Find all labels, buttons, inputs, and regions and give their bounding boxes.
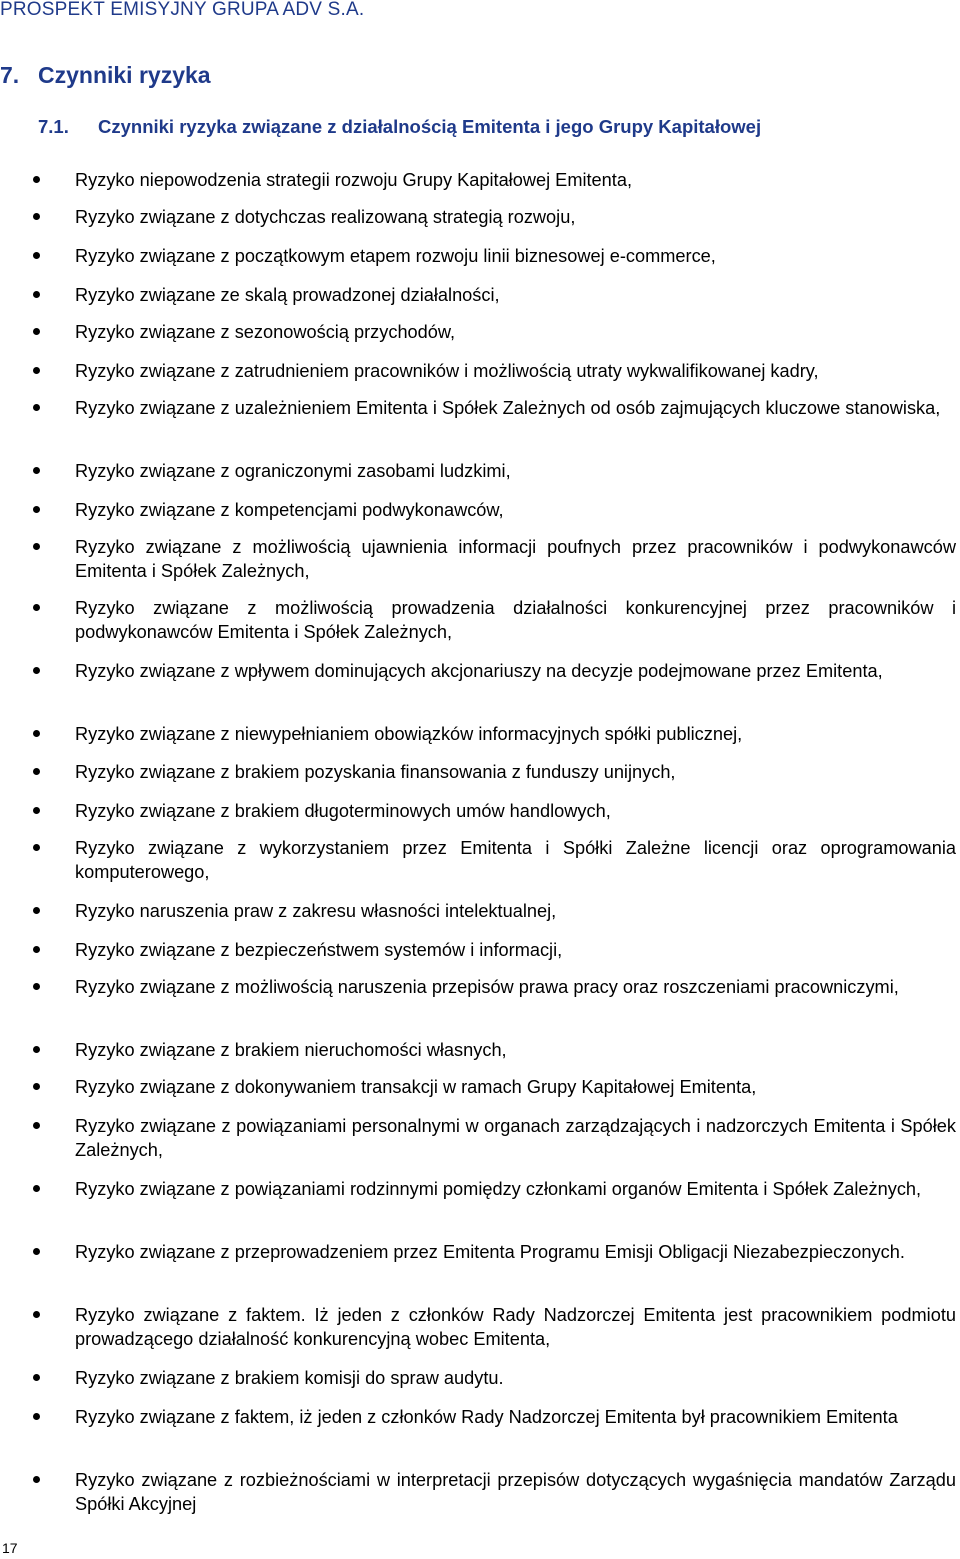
bullet-icon [33,1122,40,1129]
risk-item [75,1114,956,1162]
bullet-icon [33,1476,40,1483]
risk-text: Ryzyko związane z dotychczas realizowaną strategią rozwoju, [75,207,576,227]
risk-text: Ryzyko związane z faktem. Iż jeden z członków Rady Nadzorczej Emitenta jest pracownikiem podmiotu prowadzącego działalność konkurencyjną wobec Emitenta, [75,1305,956,1349]
risk-item [75,498,956,522]
risk-text: Ryzyko związane z faktem, iż jeden z członków Rady Nadzorczej Emitenta był pracownikiem Emitenta [75,1407,898,1427]
bullet-icon [33,604,40,611]
risk-text: Ryzyko związane z uzależnieniem Emitenta i Spółek Zależnych od osób zajmujących kluczowe stanowiska, [75,398,941,418]
bullet-icon [33,983,40,990]
risk-item [75,396,956,420]
risk-text: Ryzyko związane z bezpieczeństwem systemów i informacji, [75,940,563,960]
risk-item [75,459,956,483]
bullet-icon [33,1248,40,1255]
bullet-icon [33,176,40,183]
risk-text: Ryzyko związane z rozbieżnościami w interpretacji przepisów dotyczących wygaśnięcia mandatów Zarządu Spółki Akcyjnej [75,1470,956,1514]
bullet-icon [33,907,40,914]
risk-item [75,1405,956,1429]
bullet-icon [33,1083,40,1090]
risk-item [75,975,956,999]
risk-text: Ryzyko związane ze skalą prowadzonej działalności, [75,285,500,305]
bullet-icon [33,1046,40,1053]
page-number: 17 [2,1540,18,1556]
risk-text: Ryzyko związane z brakiem pozyskania finansowania z funduszy unijnych, [75,762,676,782]
risk-text: Ryzyko związane z możliwością prowadzenia działalności konkurencyjnej przez pracowników i podwykonawców Emitenta i Spółek Zależnych, [75,598,956,642]
bullet-icon [33,946,40,953]
risk-item [75,799,956,823]
risk-text: Ryzyko związane z ograniczonymi zasobami ludzkimi, [75,461,511,481]
risk-text: Ryzyko związane z przeprowadzeniem przez Emitenta Programu Emisji Obligacji Niezabezpieczonych. [75,1242,905,1262]
risk-text: Ryzyko związane z kompetencjami podwykonawców, [75,500,504,520]
subsection-number: 7.1. [38,116,69,137]
section-heading [0,62,211,89]
risk-text: Ryzyko związane z brakiem nieruchomości własnych, [75,1040,507,1060]
risk-text: Ryzyko niepowodzenia strategii rozwoju Grupy Kapitałowej Emitenta, [75,170,633,190]
bullet-icon [33,328,40,335]
section-number: 7. [0,62,20,88]
risk-item [75,244,956,268]
bullet-icon [33,1374,40,1381]
risk-item [75,836,956,884]
subsection-heading [38,116,761,138]
risk-text: Ryzyko związane z zatrudnieniem pracowników i możliwością utraty wykwalifikowanej kadry, [75,361,819,381]
risk-text: Ryzyko związane z brakiem długoterminowych umów handlowych, [75,801,611,821]
risk-item [75,760,956,784]
bullet-icon [33,467,40,474]
document-header: PROSPEKT EMISYJNY GRUPA ADV S.A. [0,0,365,20]
subsection-title: Czynniki ryzyka związane z działalnością Emitenta i jego Grupy Kapitałowej [98,116,762,137]
bullet-icon [33,543,40,550]
risk-text: Ryzyko związane z możliwością naruszenia przepisów prawa pracy oraz roszczeniami pracowniczymi, [75,977,899,997]
risk-text: Ryzyko związane z powiązaniami rodzinnymi pomiędzy członkami organów Emitenta i Spółek Zależnych, [75,1179,922,1199]
bullet-icon [33,1413,40,1420]
risk-text: Ryzyko związane z sezonowością przychodów, [75,322,456,342]
bullet-icon [33,730,40,737]
risk-item [75,1240,956,1264]
risk-item [75,1366,956,1390]
section-title: Czynniki ryzyka [38,62,211,88]
risk-item [75,359,956,383]
risk-item [75,722,956,746]
bullet-icon [33,1311,40,1318]
bullet-icon [33,807,40,814]
risk-text: Ryzyko związane z dokonywaniem transakcji w ramach Grupy Kapitałowej Emitenta, [75,1077,757,1097]
risk-text: Ryzyko związane z możliwością ujawnienia informacji poufnych przez pracowników i podwykonawców Emitenta i Spółek Zależnych, [75,537,956,581]
risk-item [75,938,956,962]
risk-text: Ryzyko związane z początkowym etapem rozwoju linii biznesowej e-commerce, [75,246,716,266]
risk-item [75,535,956,583]
risk-item [75,1075,956,1099]
risk-item [75,320,956,344]
risk-item [75,283,956,307]
risk-text: Ryzyko związane z niewypełnianiem obowiązków informacyjnych spółki publicznej, [75,724,743,744]
bullet-icon [33,768,40,775]
risk-text: Ryzyko związane z wpływem dominujących akcjonariuszy na decyzje podejmowane przez Emitenta, [75,661,883,681]
risk-item [75,168,956,192]
bullet-icon [33,213,40,220]
risk-text: Ryzyko naruszenia praw z zakresu własności intelektualnej, [75,901,557,921]
bullet-icon [33,506,40,513]
risk-item [75,596,956,644]
bullet-icon [33,291,40,298]
risk-item [75,1468,956,1516]
risk-text: Ryzyko związane z wykorzystaniem przez Emitenta i Spółki Zależne licencji oraz oprogramowania komputerowego, [75,838,956,882]
bullet-icon [33,844,40,851]
risk-item [75,899,956,923]
risk-item [75,1303,956,1351]
risk-item [75,1038,956,1062]
bullet-icon [33,404,40,411]
bullet-icon [33,252,40,259]
bullet-icon [33,1185,40,1192]
bullet-icon [33,667,40,674]
risk-item [75,659,956,683]
risk-item [75,1177,956,1201]
risk-item [75,205,956,229]
bullet-icon [33,367,40,374]
risk-text: Ryzyko związane z powiązaniami personalnymi w organach zarządzających i nadzorczych Emitenta i Spółek Zależnych, [75,1116,956,1160]
risk-text: Ryzyko związane z brakiem komisji do spraw audytu. [75,1368,504,1388]
